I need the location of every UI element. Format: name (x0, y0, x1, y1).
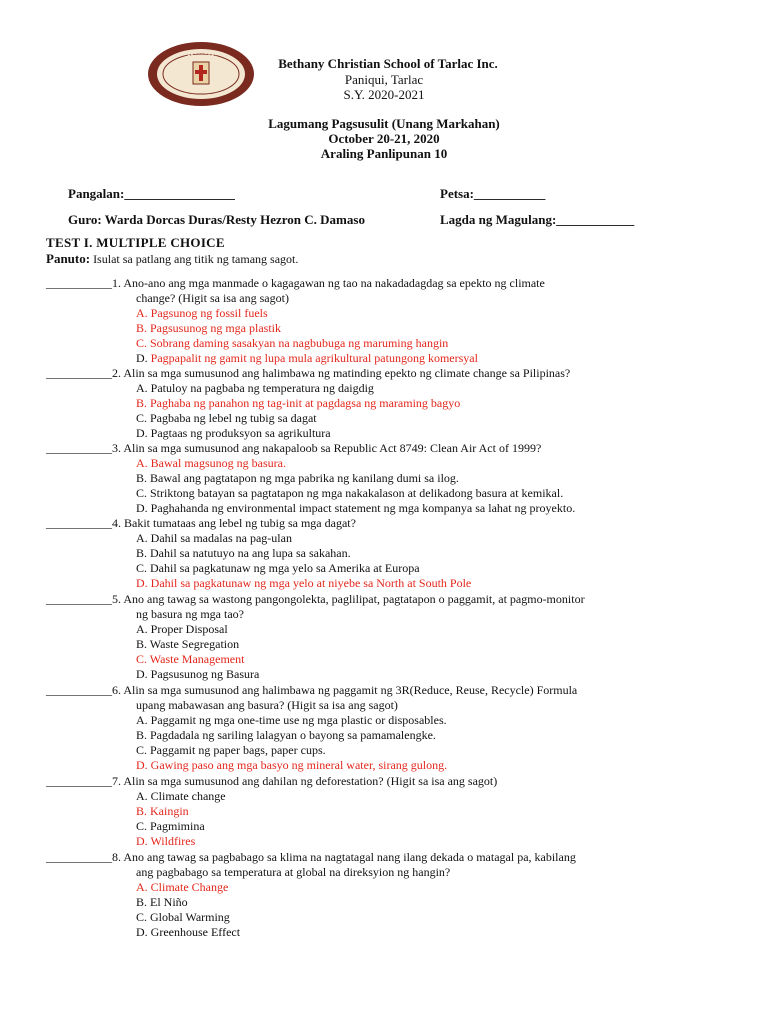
question-3: ___________3. Alin sa mga sumusunod ang nakapaloob sa Republic Act 8749: Clean Air Act of 1999? (46, 441, 542, 455)
teacher-label: Guro: Warda Dorcas Duras/Resty Hezron C. Damaso (68, 212, 365, 227)
directions (46, 251, 298, 267)
choice-8c: C. Global Warming (136, 910, 230, 924)
choice-3a: A. Bawal magsunog ng basura. (136, 456, 286, 470)
choice-1d (136, 351, 478, 366)
parent-signature-field[interactable]: Lagda ng Magulang:____________ (440, 212, 635, 227)
choice-7c: C. Pagmimina (136, 819, 205, 833)
choice-8a: A. Climate Change (136, 880, 229, 894)
choice-8b: B. El Niño (136, 895, 188, 909)
choice-6b: B. Pagdadala ng sariling lalagyan o bayong sa pamamalengke. (136, 728, 436, 742)
choice-2b: B. Paghaba ng panahon ng tag-init at pagdagsa ng maraming bagyo (136, 396, 461, 410)
question-1-cont: change? (Higit sa isa ang sagot) (136, 291, 289, 305)
choice-2d: D. Pagtaas ng produksyon sa agrikultura (136, 426, 331, 440)
name-field[interactable]: Pangalan:_________________ (68, 186, 235, 201)
date-field[interactable]: Petsa:___________ (440, 186, 546, 201)
choice-1a: A. Pagsunog ng fossil fuels (136, 306, 268, 320)
choice-3d: D. Paghahanda ng environmental impact statement ng mga kompanya sa lahat ng proyekto. (136, 501, 576, 515)
directions-text: Isulat sa patlang ang titik ng tamang sagot. (90, 252, 299, 266)
choice-1d-text: Pagpapalit ng gamit ng lupa mula agrikultural patungong komersyal (150, 351, 478, 365)
question-2: ___________2. Alin sa mga sumusunod ang halimbawa ng matinding epekto ng climate change sa Pilipinas? (46, 366, 571, 380)
choice-5d: D. Pagsusunog ng Basura (136, 667, 260, 681)
choice-1d-letter: D. (136, 351, 148, 365)
exam-subject: Araling Panlipunan 10 (320, 146, 448, 161)
directions-label: Panuto: (46, 251, 91, 266)
section-title: TEST I. MULTIPLE CHOICE (46, 235, 225, 250)
choice-7b: B. Kaingin (136, 804, 189, 818)
choice-2a: A. Patuloy na pagbaba ng temperatura ng daigdig (136, 381, 374, 395)
question-7: ___________7. Alin sa mga sumusunod ang dahilan ng deforestation? (Higit sa isa ang sagot) (46, 774, 498, 788)
question-5: ___________5. Ano ang tawag sa wastong pangongolekta, paglilipat, pagtatapon o paggamit, at pagmo-monitor (46, 592, 585, 606)
exam-dates: October 20-21, 2020 (328, 131, 440, 146)
question-1: ___________1. Ano-ano ang mga manmade o kagagawan ng tao na nakadadagdag sa epekto ng climate (46, 276, 545, 290)
question-6-cont: upang mabawasan ang basura? (Higit sa isa ang sagot) (136, 698, 398, 712)
school-year: S.Y. 2020-2021 (343, 87, 425, 102)
choice-6d: D. Gawing paso ang mga basyo ng mineral water, sirang gulong. (136, 758, 448, 772)
choice-3c: C. Striktong batayan sa pagtatapon ng mga nakakalason at delikadong basura at kemikal. (136, 486, 564, 500)
choice-8d: D. Greenhouse Effect (136, 925, 241, 939)
choice-5a: A. Proper Disposal (136, 622, 228, 636)
choice-4c: C. Dahil sa pagkatunaw ng mga yelo sa Amerika at Europa (136, 561, 420, 575)
question-8-cont: ang pagbabago sa temperatura at global na direksyion ng hangin? (136, 865, 451, 879)
choice-4b: B. Dahil sa natutuyo na ang lupa sa sakahan. (136, 546, 351, 560)
school-name: Bethany Christian School of Tarlac Inc. (278, 56, 498, 71)
choice-1c: C. Sobrang daming sasakyan na nagbubuga ng maruming hangin (136, 336, 449, 350)
question-6: ___________6. Alin sa mga sumusunod ang halimbawa ng paggamit ng 3R(Reduce, Reuse, Recycle) Formula (46, 683, 578, 697)
choice-6a: A. Paggamit ng mga one-time use ng mga plastic or disposables. (136, 713, 447, 727)
choice-3b: B. Bawal ang pagtatapon ng mga pabrika ng kanilang dumi sa ilog. (136, 471, 459, 485)
choice-6c: C. Paggamit ng paper bags, paper cups. (136, 743, 326, 757)
question-4: ___________4. Bakit tumataas ang lebel ng tubig sa mga dagat? (46, 516, 356, 530)
exam-title: Lagumang Pagsusulit (Unang Markahan) (268, 116, 500, 131)
choice-1b: B. Pagsusunog ng mga plastik (136, 321, 282, 335)
school-address: Paniqui, Tarlac (344, 72, 424, 87)
choice-4d: D. Dahil sa pagkatunaw ng mga yelo at niyebe sa North at South Pole (136, 576, 472, 590)
choice-7a: A. Climate change (136, 789, 226, 803)
choice-7d: D. Wildfires (136, 834, 196, 848)
choice-5c: C. Waste Management (136, 652, 245, 666)
choice-2c: C. Pagbaba ng lebel ng tubig sa dagat (136, 411, 317, 425)
question-8: ___________8. Ano ang tawag sa pagbabago sa klima na nagtatagal nang ilang dekada o matagal pa, kabilang (46, 850, 576, 864)
choice-4a: A. Dahil sa madalas na pag-ulan (136, 531, 292, 545)
choice-5b: B. Waste Segregation (136, 637, 240, 651)
question-5-cont: ng basura ng mga tao? (136, 607, 244, 621)
